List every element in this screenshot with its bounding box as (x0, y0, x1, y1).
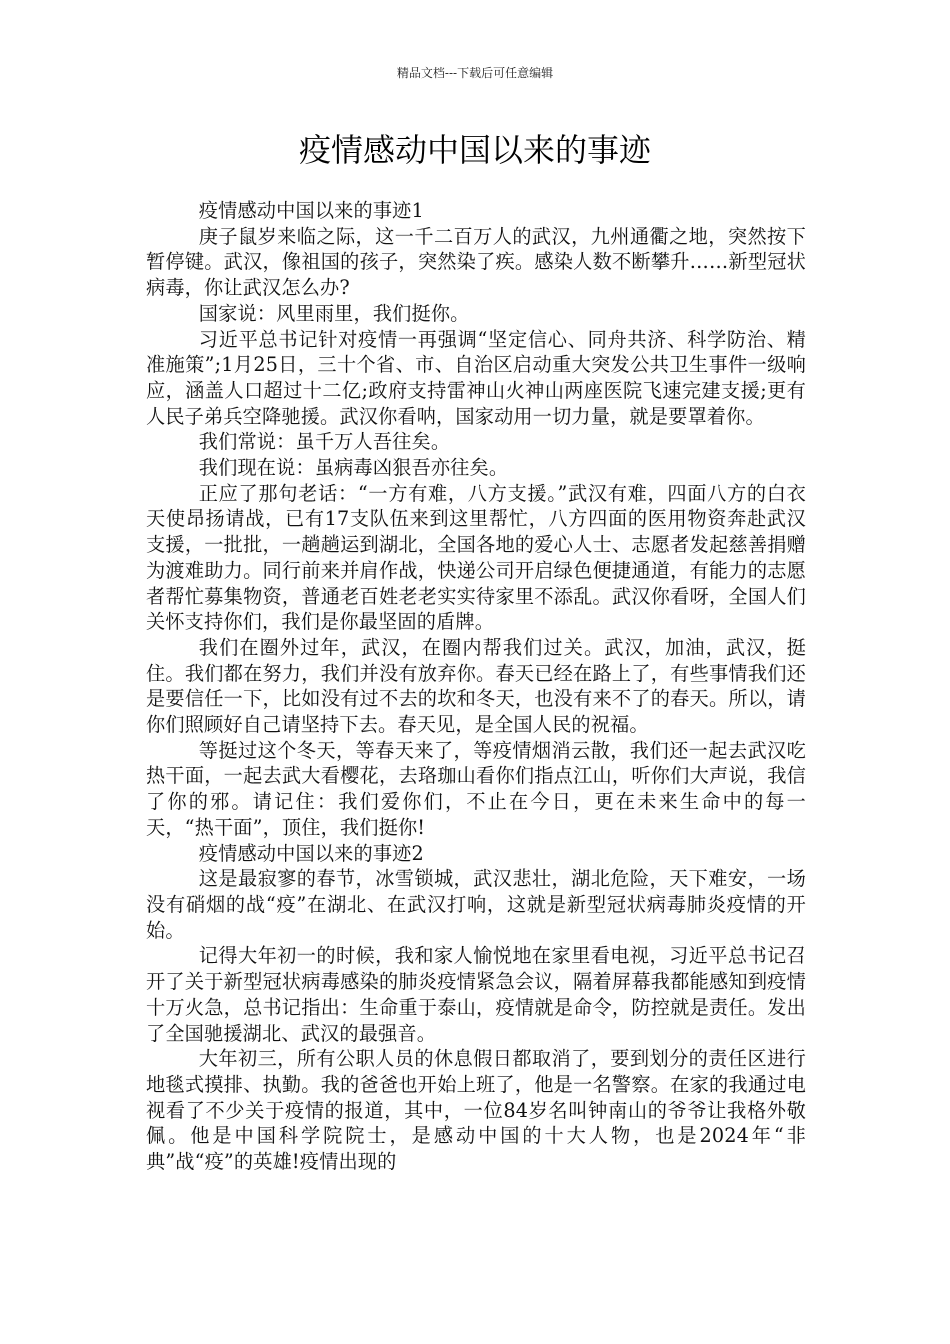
paragraph: 我们在圈外过年，武汉，在圈内帮我们过关。武汉，加油，武汉，挺住。我们都在努力，我们并没有放弃你。春天已经在路上了，有些事情我们还是要信任一下，比如没有过不去的坎和冬天，也没有来不了的春天。所以，请你们照顾好自己请坚持下去。春天见，是全国人民的祝福。 (146, 635, 806, 737)
paragraph: 等挺过这个冬天，等春天来了，等疫情烟消云散，我们还一起去武汉吃热干面，一起去武大看樱花，去珞珈山看你们指点江山，听你们大声说，我信了你的邪。请记住：我们爱你们，不止在今日，更在未来生命中的每一天，“热干面”，顶住，我们挺你! (146, 738, 806, 839)
document-body (146, 198, 806, 1175)
paragraph: 大年初三，所有公职人员的休息假日都取消了，要到划分的责任区进行地毯式摸排、执勤。我的爸爸也开始上班了，他是一名警察。在家的我通过电视看了不少关于疫情的报道，其中，一位84岁名叫钟南山的爷爷让我格外敬佩。他是中国科学院院士，是感动中国的十大人物，也是2024年“非典”战“疫”的英雄!疫情出现的 (146, 1047, 806, 1174)
paragraph: 我们常说：虽千万人吾往矣。 (198, 430, 451, 454)
paragraph: 记得大年初一的时候，我和家人愉悦地在家里看电视，习近平总书记召开了关于新型冠状病毒感染的肺炎疫情紧急会议，隔着屏幕我都能感知到疫情十万火急，总书记指出：生命重于泰山，疫情就是命令，防控就是责任。发出了全国驰援湖北、武汉的最强音。 (146, 944, 806, 1045)
page-header: 精品文档---下载后可任意编辑 (396, 66, 554, 80)
paragraph: 这是最寂寥的春节，冰雪锁城，武汉悲壮，湖北危险，天下难安，一场没有硝烟的战“疫”在湖北、在武汉打响，这就是新型冠状病毒肺炎疫情的开始。 (146, 867, 806, 942)
paragraph: 习近平总书记针对疫情一再强调“坚定信心、同舟共济、科学防治、精准施策”;1月25日，三十个省、市、自治区启动重大突发公共卫生事件一级响应，涵盖人口超过十二亿;政府支持雷神山火神山两座医院飞速完建支援;更有人民子弟兵空降驰援。武汉你看呐，国家动用一切力量，就是要罩着你。 (146, 327, 806, 428)
paragraph: 庚子鼠岁来临之际，这一千二百万人的武汉，九州通衢之地，突然按下暂停键。武汉，像祖国的孩子，突然染了疾。感染人数不断攀升……新型冠状病毒，你让武汉怎么办? (146, 224, 806, 300)
paragraph: 国家说：风里雨里，我们挺你。 (198, 301, 470, 325)
document-title: 疫情感动中国以来的事迹 (298, 131, 651, 169)
paragraph: 我们现在说：虽病毒凶狠吾亦往矣。 (198, 456, 509, 480)
section-heading-2: 疫情感动中国以来的事迹2 (198, 841, 424, 865)
section-heading-1: 疫情感动中国以来的事迹1 (198, 199, 424, 222)
paragraph: 正应了那句老话：“一方有难，八方支援。”武汉有难，四面八方的白衣天使昂扬请战，已有17支队伍来到这里帮忙，八方四面的医用物资奔赴武汉支援，一批批，一趟趟运到湖北，全国各地的爱心人士、志愿者发起慈善捐赠为渡难助力。同行前来并肩作战，快递公司开启绿色便捷通道，有能力的志愿者帮忙募集物资，普通老百姓老老实实待家里不添乱。武汉你看呀，全国人们关怀支持你们，我们是你最坚固的盾牌。 (146, 481, 806, 634)
